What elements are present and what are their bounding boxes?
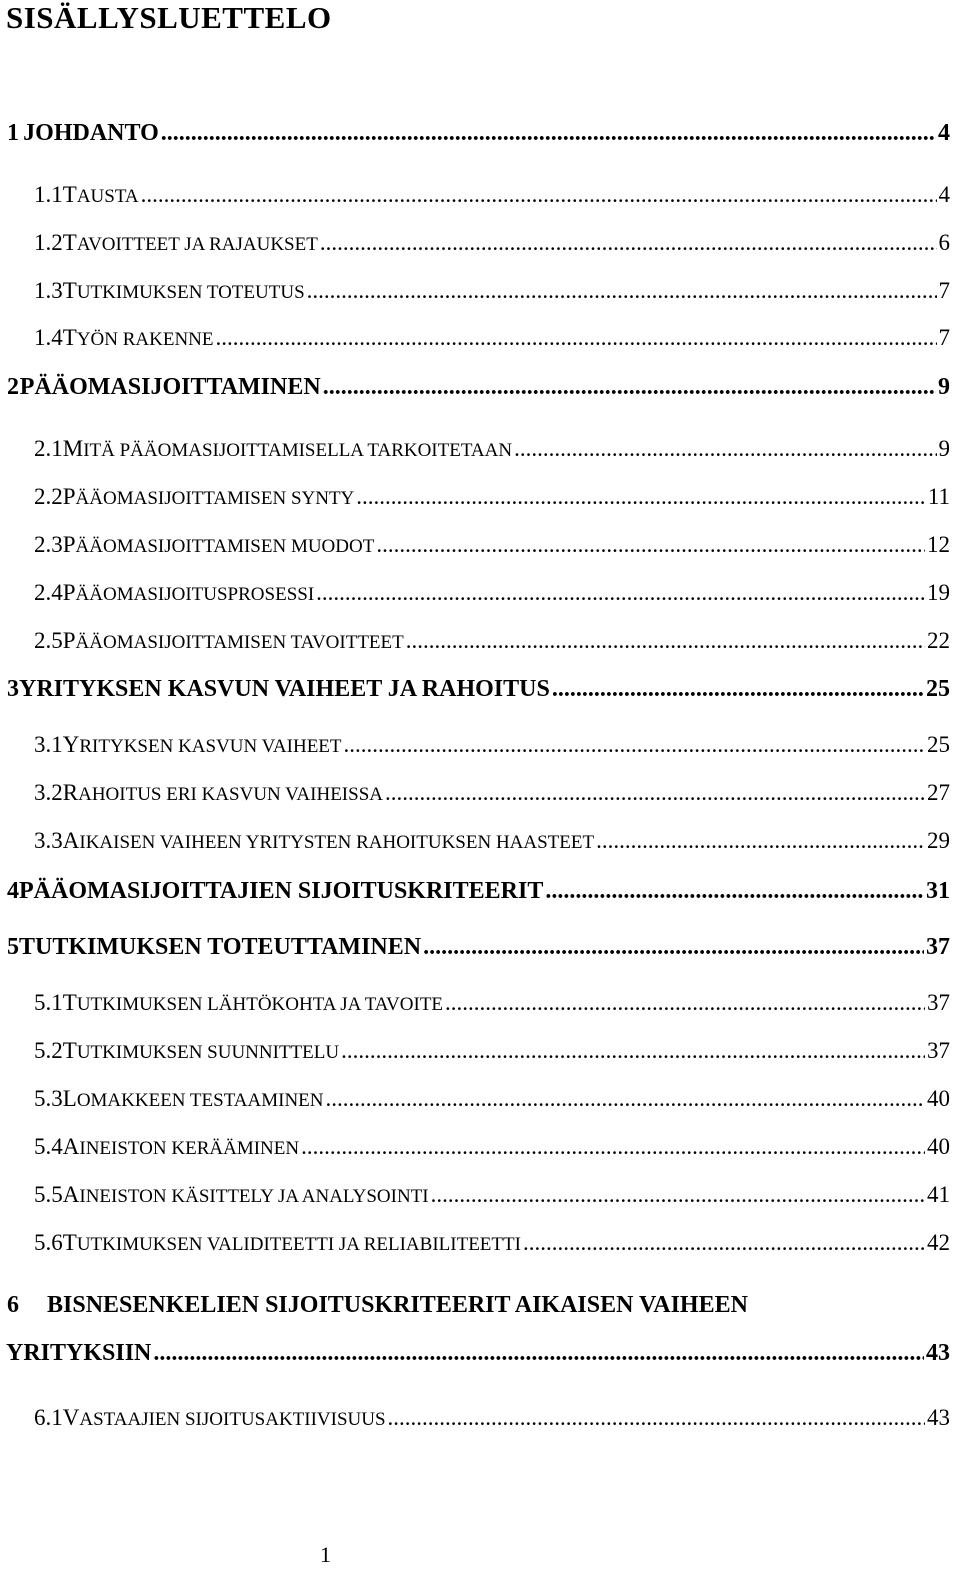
toc-page: 12 — [927, 532, 950, 557]
toc-page: 4 — [938, 182, 950, 207]
toc-entry-1-3[interactable] — [0, 276, 950, 306]
toc-title: YRITYKSEN KASVUN VAIHEET JA RAHOITUS — [19, 676, 550, 702]
toc-number: 5.4 — [34, 1134, 63, 1159]
toc-title: TAVOITTEET JA RAJAUKSET — [62, 230, 318, 255]
toc-page: 4 — [938, 120, 950, 146]
toc-number: 5.2 — [34, 1038, 63, 1063]
toc-page: 37 — [927, 990, 950, 1015]
toc-title: RAHOITUS ERI KASVUN VAIHEISSA — [62, 780, 383, 805]
toc-leader — [326, 1084, 925, 1114]
toc-title: AINEISTON KERÄÄMINEN — [62, 1134, 300, 1159]
toc-number: 5 — [7, 934, 19, 960]
toc-number: 2.5 — [34, 628, 63, 653]
toc-number: 5.3 — [34, 1086, 63, 1111]
toc-title: TUTKIMUKSEN SUUNNITTELU — [62, 1038, 340, 1063]
toc-number: 6.1 — [34, 1405, 63, 1430]
toc-page: 29 — [927, 828, 950, 853]
toc-leader — [341, 1036, 925, 1066]
toc-entry-5-4[interactable] — [0, 1132, 950, 1162]
toc-title: PÄÄOMASIJOITTAMISEN TAVOITTEET — [62, 628, 404, 653]
toc-leader — [523, 1228, 925, 1258]
toc-entry-2-2[interactable] — [0, 482, 950, 512]
toc-number: 2.4 — [34, 580, 63, 605]
toc-number: 1.3 — [34, 278, 63, 303]
toc-title: TUTKIMUKSEN TOTEUTUS — [62, 278, 305, 303]
toc-title: TUTKIMUKSEN LÄHTÖKOHTA JA TAVOITE — [62, 990, 444, 1015]
toc-page: 42 — [927, 1230, 950, 1255]
toc-page: 37 — [927, 1038, 950, 1063]
toc-page: 7 — [938, 325, 950, 350]
toc-leader — [445, 988, 925, 1018]
toc-entry-1-2[interactable] — [0, 228, 950, 258]
toc-title: TYÖN RAKENNE — [62, 325, 214, 350]
toc-title: VASTAAJIEN SIJOITUSAKTIIVISUUS — [62, 1405, 386, 1430]
toc-title-continuation: YRITYKSIIN — [6, 1340, 152, 1366]
toc-leader — [323, 372, 936, 402]
toc-number: 3 — [7, 676, 19, 702]
toc-leader — [301, 1132, 925, 1162]
toc-number: 1.4 — [34, 325, 63, 350]
toc-number: 5.6 — [34, 1230, 63, 1255]
toc-title: PÄÄOMASIJOITUSPROSESSI — [62, 580, 315, 605]
toc-entry-3-2[interactable] — [0, 778, 950, 808]
toc-entry-5-1[interactable] — [0, 988, 950, 1018]
toc-title: AIKAISEN VAIHEEN YRITYSTEN RAHOITUKSEN HAASTEET — [62, 828, 595, 853]
toc-page: 41 — [927, 1182, 950, 1207]
toc-leader — [406, 626, 925, 656]
toc-leader — [356, 482, 926, 512]
toc-entry-4[interactable] — [0, 876, 950, 906]
toc-page: 6 — [938, 230, 950, 255]
toc-leader — [423, 932, 924, 962]
toc-entry-5-6[interactable] — [0, 1228, 950, 1258]
toc-number: 2 — [7, 374, 19, 400]
toc-entry-1[interactable] — [0, 118, 950, 148]
toc-entry-5-3[interactable] — [0, 1084, 950, 1114]
toc-number: 3.3 — [34, 828, 63, 853]
toc-title: LOMAKKEEN TESTAAMINEN — [62, 1086, 324, 1111]
toc-page: 9 — [938, 374, 950, 400]
toc-entry-3-1[interactable] — [0, 730, 950, 760]
toc-leader — [376, 530, 925, 560]
toc-leader — [320, 228, 937, 258]
toc-page: 37 — [926, 934, 950, 960]
toc-page: 43 — [926, 1340, 950, 1366]
toc-leader — [545, 876, 924, 906]
toc-title: AINEISTON KÄSITTELY JA ANALYSOINTI — [62, 1182, 429, 1207]
toc-entry-5-2[interactable] — [0, 1036, 950, 1066]
toc-leader — [385, 778, 925, 808]
page-number: 1 — [320, 1542, 331, 1567]
toc-leader — [431, 1180, 925, 1210]
toc-title: BISNESENKELIEN SIJOITUSKRITEERIT AIKAISEN VAIHEEN — [47, 1292, 748, 1318]
toc-page: 22 — [927, 628, 950, 653]
toc-page: 9 — [938, 436, 950, 461]
toc-title: PÄÄOMASIJOITTAMINEN — [19, 374, 321, 400]
toc-title: YRITYKSEN KASVUN VAIHEET — [62, 732, 342, 757]
toc-entry-2-5[interactable] — [0, 626, 950, 656]
toc-leader — [552, 674, 924, 704]
toc-page: 25 — [926, 676, 950, 702]
toc-entry-2-1[interactable] — [0, 434, 950, 464]
toc-number: 5.5 — [34, 1182, 63, 1207]
toc-title: PÄÄOMASIJOITTAJIEN SIJOITUSKRITEERIT — [19, 878, 544, 904]
toc-leader — [514, 434, 936, 464]
toc-number: 5.1 — [34, 990, 63, 1015]
toc-entry-2[interactable] — [0, 372, 950, 402]
toc-number: 6 — [7, 1292, 19, 1318]
toc-entry-3[interactable] — [0, 674, 950, 704]
toc-entry-2-3[interactable] — [0, 530, 950, 560]
toc-entry-6[interactable] — [0, 1338, 950, 1368]
toc-leader — [216, 323, 937, 353]
toc-leader — [307, 276, 937, 306]
toc-number: 2.2 — [34, 484, 63, 509]
toc-entry-3-3[interactable] — [0, 826, 950, 856]
toc-title: TUTKIMUKSEN TOTEUTTAMINEN — [19, 934, 422, 960]
toc-number: 4 — [7, 878, 19, 904]
toc-title: TAUSTA — [62, 182, 139, 207]
toc-page: 43 — [927, 1405, 950, 1430]
toc-title: JOHDANTO — [23, 120, 159, 146]
toc-leader — [596, 826, 925, 856]
toc-entry-5[interactable] — [0, 932, 950, 962]
toc-entry-6-1[interactable] — [0, 1403, 950, 1433]
toc-number: 3.2 — [34, 780, 63, 805]
toc-page: 11 — [927, 484, 950, 509]
toc-page: 19 — [927, 580, 950, 605]
toc-page: 7 — [938, 278, 950, 303]
toc-title: TUTKIMUKSEN VALIDITEETTI JA RELIABILITEETTI — [62, 1230, 521, 1255]
toc-title: PÄÄOMASIJOITTAMISEN SYNTY — [62, 484, 355, 509]
toc-title: MITÄ PÄÄOMASIJOITTAMISELLA TARKOITETAAN — [62, 436, 513, 461]
toc-leader — [388, 1403, 925, 1433]
toc-entry-6-first-line[interactable] — [0, 1290, 748, 1320]
toc-entry-2-4[interactable] — [0, 578, 950, 608]
toc-page: 40 — [927, 1134, 950, 1159]
toc-number: 1.1 — [34, 182, 63, 207]
toc-leader — [153, 1338, 924, 1368]
toc-title: PÄÄOMASIJOITTAMISEN MUODOT — [62, 532, 375, 557]
toc-page: 31 — [926, 878, 950, 904]
toc-number: 1.2 — [34, 230, 63, 255]
toc-leader — [141, 180, 937, 210]
toc-page: 27 — [927, 780, 950, 805]
toc-number: 2.3 — [34, 532, 63, 557]
toc-entry-1-1[interactable] — [0, 180, 950, 210]
toc-leader — [161, 118, 936, 148]
toc-number: 2.1 — [34, 436, 63, 461]
toc-number: 3.1 — [34, 732, 63, 757]
toc-number: 1 — [7, 120, 19, 146]
toc-entry-1-4[interactable] — [0, 323, 950, 353]
toc-leader — [316, 578, 925, 608]
toc-page: 25 — [927, 732, 950, 757]
toc-leader — [344, 730, 925, 760]
toc-entry-5-5[interactable] — [0, 1180, 950, 1210]
toc-page: 40 — [927, 1086, 950, 1111]
page-title: SISÄLLYSLUETTELO — [6, 0, 332, 35]
